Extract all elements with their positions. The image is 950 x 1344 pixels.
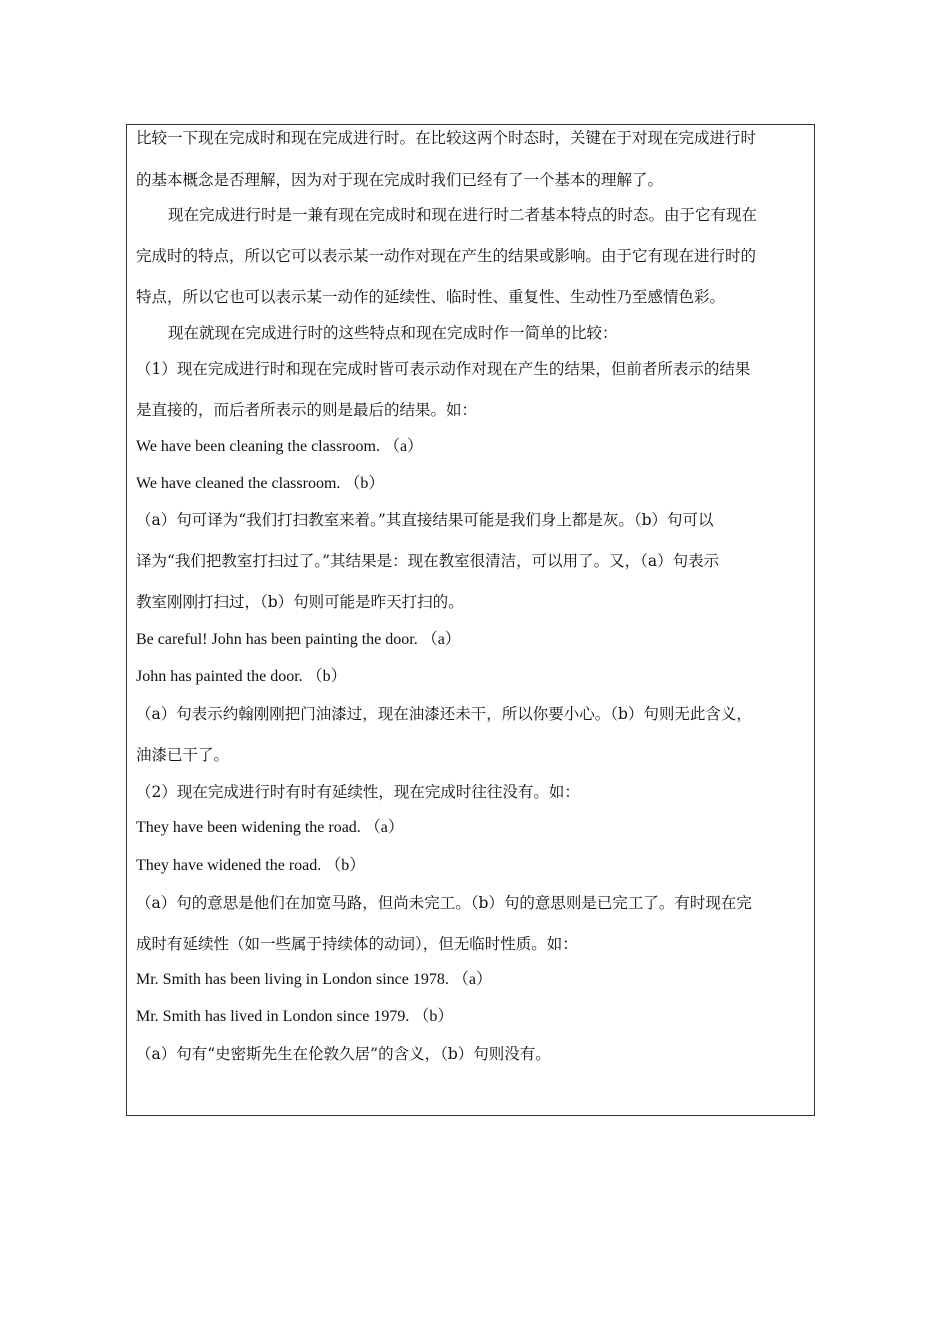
paragraph-line-12: （a）句表示约翰刚刚把门油漆过，现在油漆还未干，所以你要小心。（b）句则无此含义， xyxy=(136,705,752,723)
example-sentence-4b: Mr. Smith has lived in London since 1979. （b） xyxy=(136,1008,454,1025)
paragraph-line-6: 现在就现在完成进行时的这些特点和现在完成时作一简单的比较： xyxy=(168,324,618,342)
paragraph-line-4: 完成时的特点，所以它可以表示某一动作对现在产生的结果或影响。由于它有现在进行时的 xyxy=(136,247,757,265)
example-sentence-3a: They have been widening the road. （a） xyxy=(136,819,404,836)
paragraph-line-1: 比较一下现在完成时和现在完成进行时。在比较这两个时态时，关键在于对现在完成进行时 xyxy=(136,129,757,147)
example-sentence-4a: Mr. Smith has been living in London since 1978. （a） xyxy=(136,971,492,988)
paragraph-line-11: 教室刚刚打扫过，（b）句则可能是昨天打扫的。 xyxy=(136,593,464,611)
paragraph-line-3: 现在完成进行时是一兼有现在完成时和现在进行时二者基本特点的时态。由于它有现在 xyxy=(168,206,758,224)
example-sentence-1a: We have been cleaning the classroom. （a） xyxy=(136,438,424,455)
paragraph-line-10: 译为“我们把教室打扫过了。”其结果是：现在教室很清洁，可以用了。又，（a）句表示 xyxy=(136,552,720,570)
paragraph-line-8: 是直接的，而后者所表示的则是最后的结果。如： xyxy=(136,401,478,419)
paragraph-line-9: （a）句可译为“我们打扫教室来着。”其直接结果可能是我们身上都是灰。（b）句可以 xyxy=(136,511,714,529)
example-sentence-2b: John has painted the door. （b） xyxy=(136,668,347,685)
paragraph-line-7: （1）现在完成进行时和现在完成时皆可表示动作对现在产生的结果，但前者所表示的结果 xyxy=(136,360,751,378)
example-sentence-1b: We have cleaned the classroom. （b） xyxy=(136,475,385,492)
paragraph-line-17: （a）句有“史密斯先生在伦敦久居”的含义，（b）句则没有。 xyxy=(136,1045,551,1063)
example-sentence-2a: Be careful! John has been painting the door. （a） xyxy=(136,631,461,648)
content-table-cell xyxy=(126,124,815,1116)
paragraph-line-13: 油漆已干了。 xyxy=(136,746,230,764)
example-sentence-3b: They have widened the road. （b） xyxy=(136,857,366,874)
paragraph-line-5: 特点，所以它也可以表示某一动作的延续性、临时性、重复性、生动性乃至感情色彩。 xyxy=(136,288,726,306)
paragraph-line-15: （a）句的意思是他们在加宽马路，但尚未完工。（b）句的意思则是已完工了。有时现在完 xyxy=(136,894,752,912)
paragraph-line-14: （2）现在完成进行时有时有延续性，现在完成时往往没有。如： xyxy=(136,783,580,801)
paragraph-line-2: 的基本概念是否理解，因为对于现在完成时我们已经有了一个基本的理解了。 xyxy=(136,171,664,189)
paragraph-line-16: 成时有延续性（如一些属于持续体的动词），但无临时性质。如： xyxy=(136,935,578,953)
